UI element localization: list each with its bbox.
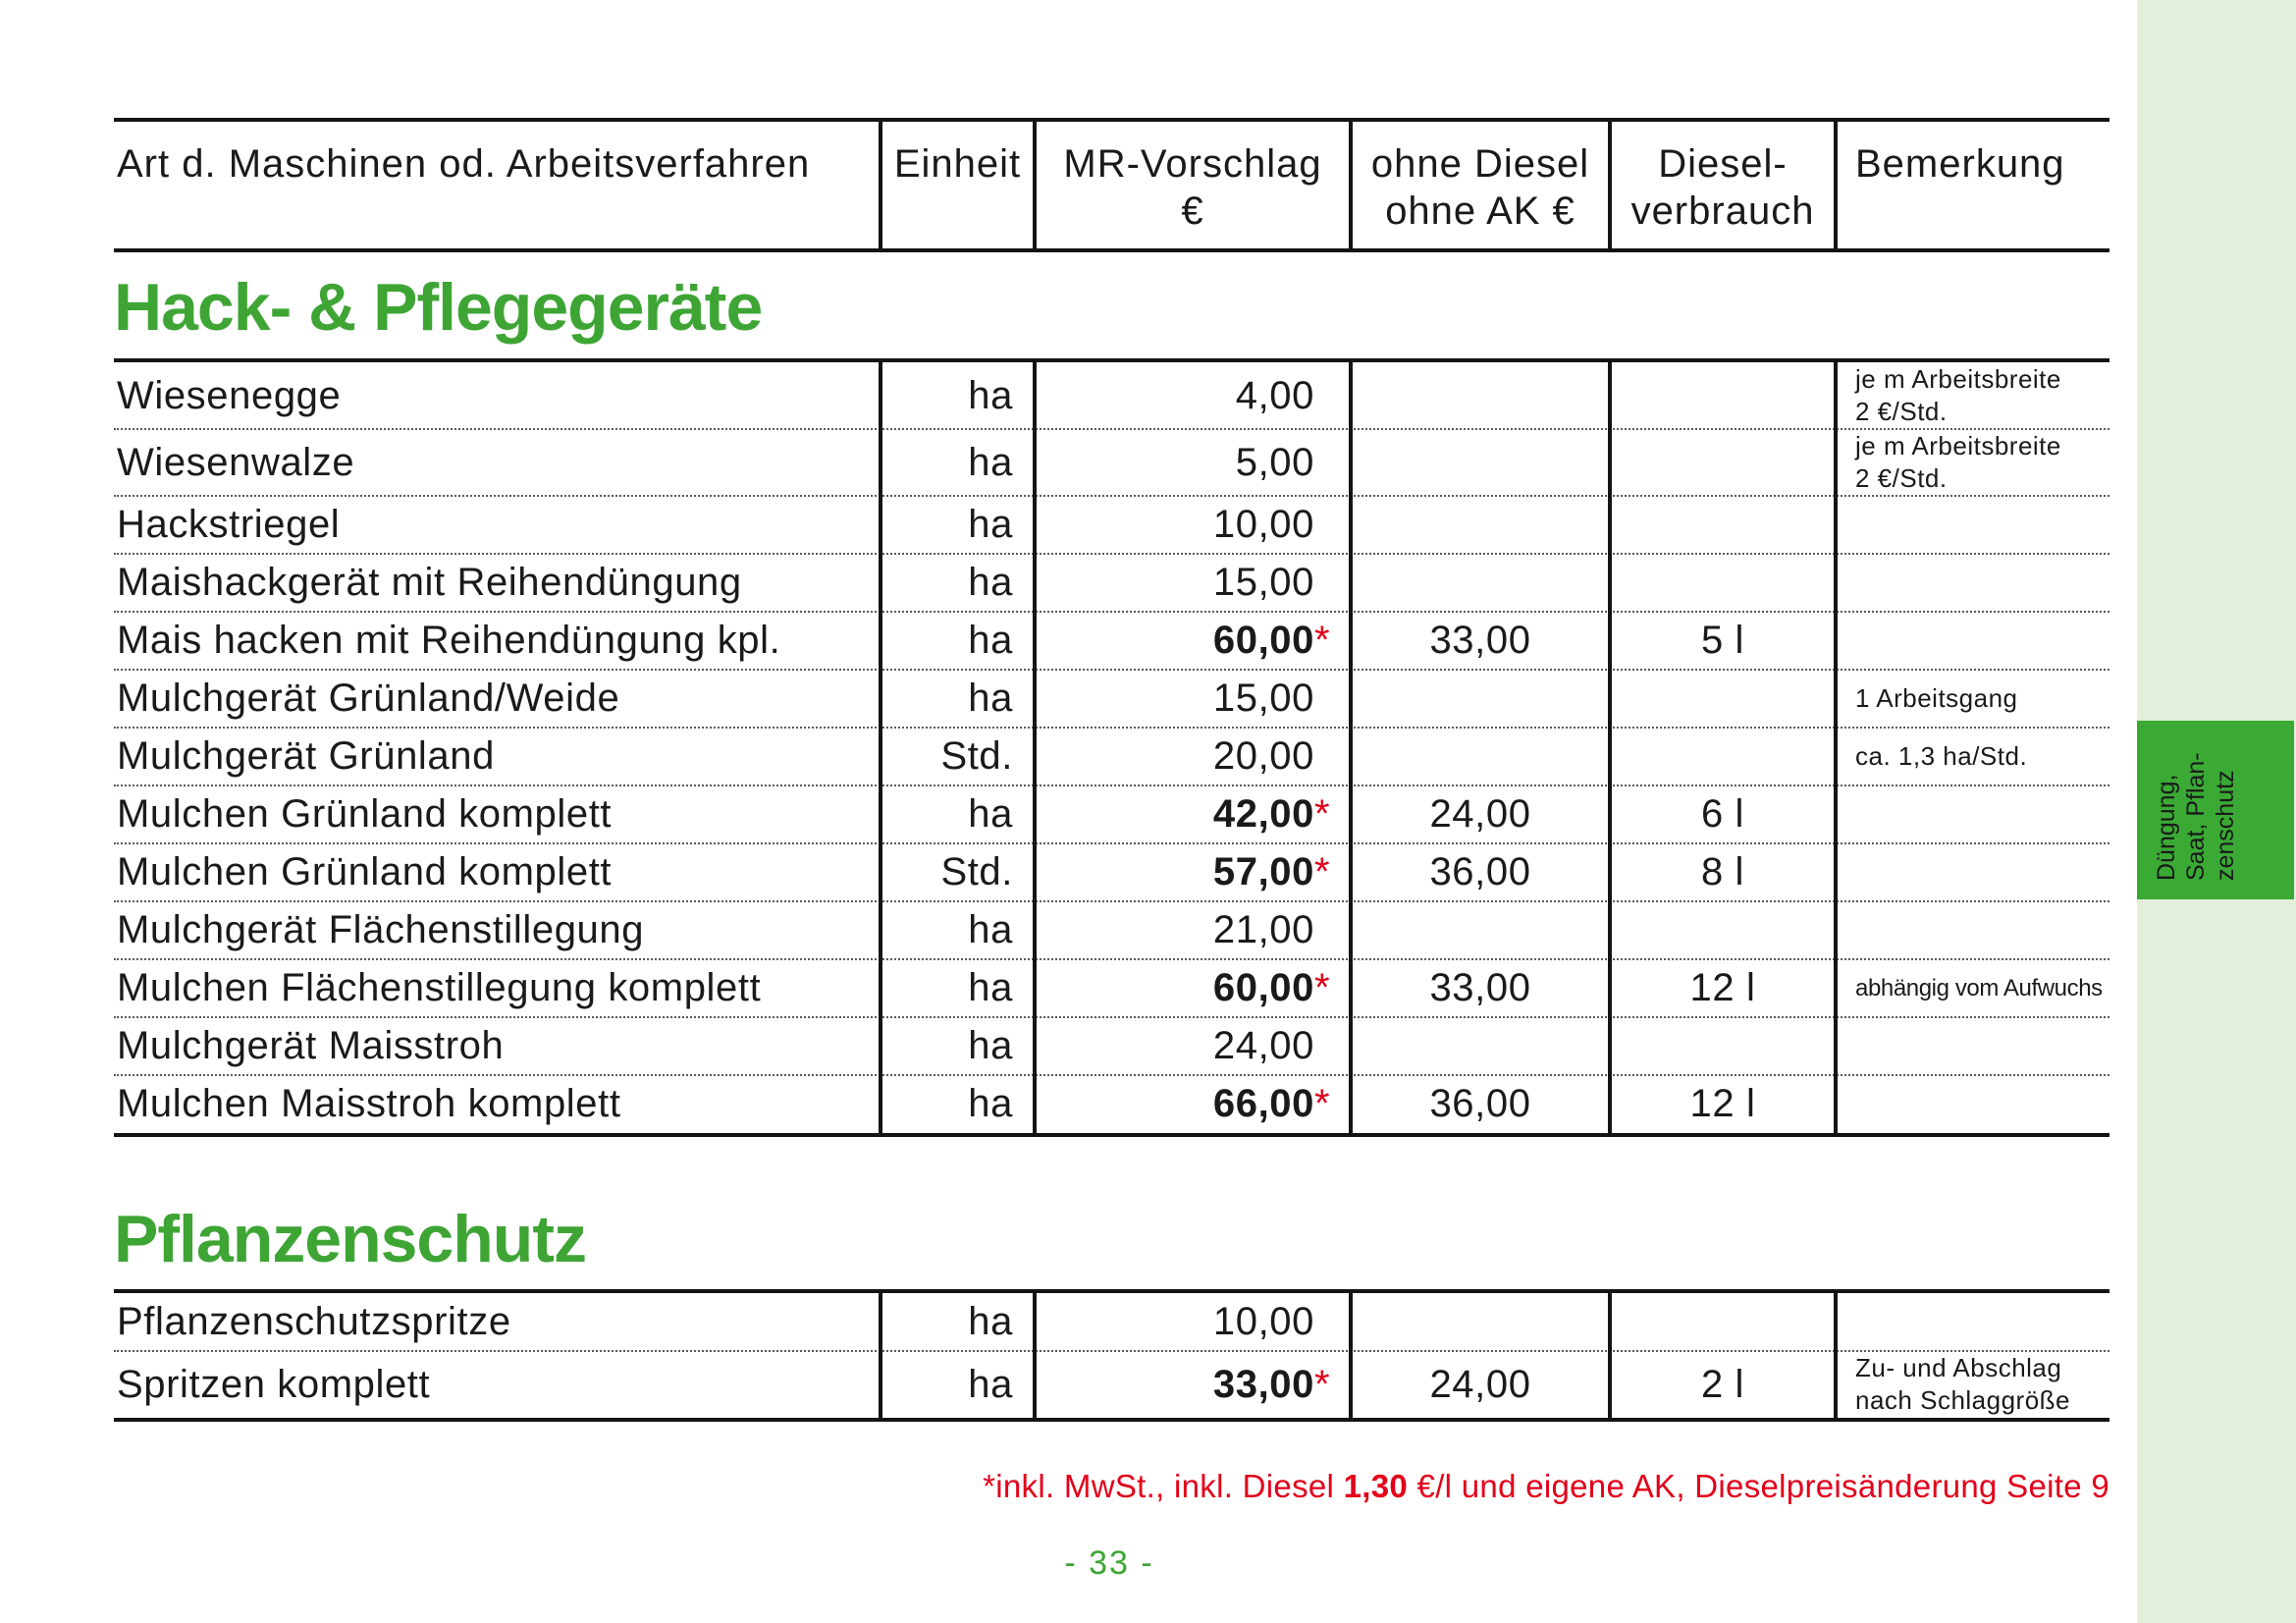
mr-price-value: 60,00 [1212, 619, 1314, 662]
price-without-diesel [1349, 1293, 1608, 1351]
unit: ha [879, 612, 1033, 670]
price-without-diesel [1349, 496, 1608, 554]
price-note-asterisk: * [1314, 1362, 1331, 1406]
mr-price-value: 42,00 [1212, 792, 1314, 836]
machine-name: Mulchen Flächenstillegung komplett [117, 966, 762, 1009]
footnote [983, 1467, 2109, 1506]
mr-price-value: 15,00 [1212, 676, 1314, 720]
remark [1834, 728, 2109, 785]
footnote-text-end: €/l und eigene AK, Dieselpreisänderung Seite 9 [1408, 1468, 2109, 1504]
header-mr-price [1033, 122, 1349, 248]
mr-price-value: 21,00 [1212, 908, 1314, 951]
table-row [114, 1017, 2109, 1075]
diesel-consumption [1608, 670, 1834, 728]
diesel-consumption: 5 l [1608, 612, 1834, 670]
section-title: Hack- & Pflegegeräte [114, 270, 763, 345]
remark [1834, 496, 2109, 554]
header-no-diesel-line1: ohne Diesel [1370, 142, 1590, 186]
remark [1834, 362, 2109, 429]
machine-name: Mulchgerät Grünland [117, 734, 495, 778]
mr-price-value: 66,00 [1212, 1082, 1314, 1125]
footnote-diesel-price: 1,30 [1343, 1468, 1409, 1504]
mr-price-value: 24,00 [1212, 1024, 1314, 1067]
remark-line: je m Arbeitsbreite [1855, 431, 2061, 460]
unit: ha [879, 670, 1033, 728]
chapter-tab-line: Düngung, [2153, 774, 2180, 881]
machine-name: Mulchen Grünland komplett [117, 792, 613, 836]
header-machine [114, 122, 879, 248]
table-header [114, 118, 2109, 252]
remark [1834, 1293, 2109, 1351]
mr-price-value: 57,00 [1212, 850, 1314, 893]
table-row [114, 1075, 2109, 1133]
price-note-asterisk: * [1314, 850, 1331, 893]
remark [1834, 554, 2109, 612]
header-diesel-consumption [1608, 122, 1834, 248]
mr-price-value: 10,00 [1212, 503, 1314, 546]
unit: ha [879, 554, 1033, 612]
price-table-hack-pflege [114, 358, 2109, 1137]
header-unit [879, 122, 1033, 248]
machine-name: Hackstriegel [117, 503, 341, 546]
mr-price [1033, 362, 1349, 429]
remark [1834, 670, 2109, 728]
header-mr-price-currency: € [1181, 189, 1204, 233]
table-row [114, 612, 2109, 670]
price-without-diesel [1349, 362, 1608, 429]
diesel-consumption [1608, 362, 1834, 429]
remark [1834, 901, 2109, 959]
remark [1834, 1351, 2109, 1418]
mr-price-value: 60,00 [1212, 966, 1314, 1009]
diesel-consumption [1608, 429, 1834, 496]
table-row [114, 785, 2109, 843]
table-row [114, 728, 2109, 785]
header-no-diesel-line2: ohne AK € [1385, 189, 1575, 233]
unit: Std. [879, 843, 1033, 901]
diesel-consumption: 12 l [1608, 959, 1834, 1017]
page-number: - 33 - [1064, 1544, 1154, 1582]
machine-name: Mulchgerät Grünland/Weide [117, 676, 620, 720]
machine-name: Mulchgerät Flächenstillegung [117, 908, 645, 951]
footnote-text: *inkl. MwSt., inkl. Diesel [983, 1468, 1344, 1504]
remark [1834, 1075, 2109, 1133]
table-row [114, 843, 2109, 901]
table-row [114, 959, 2109, 1017]
mr-price [1033, 554, 1349, 612]
mr-price [1033, 670, 1349, 728]
table-row [114, 362, 2109, 429]
mr-price [1033, 728, 1349, 785]
remark-line: je m Arbeitsbreite [1855, 364, 2061, 394]
header-diesel-line2: verbrauch [1630, 189, 1815, 233]
remark [1834, 429, 2109, 496]
mr-price-value: 20,00 [1212, 734, 1314, 778]
unit: ha [879, 959, 1033, 1017]
remark-line: Zu- und Abschlag [1855, 1353, 2062, 1382]
mr-price [1033, 1351, 1349, 1418]
remark [1834, 785, 2109, 843]
diesel-consumption [1608, 1293, 1834, 1351]
remark [1834, 843, 2109, 901]
diesel-consumption [1608, 496, 1834, 554]
price-without-diesel: 36,00 [1349, 843, 1608, 901]
header-machine-label: Art d. Maschinen od. Arbeitsverfahren [117, 142, 811, 186]
mr-price [1033, 843, 1349, 901]
unit: ha [879, 1293, 1033, 1351]
mr-price [1033, 429, 1349, 496]
machine-name: Wiesenegge [117, 373, 342, 417]
price-note-asterisk: * [1314, 792, 1331, 836]
price-without-diesel: 33,00 [1349, 612, 1608, 670]
mr-price-value: 33,00 [1212, 1362, 1314, 1406]
diesel-consumption: 12 l [1608, 1075, 1834, 1133]
machine-name: Mulchgerät Maisstroh [117, 1024, 505, 1067]
unit: ha [879, 1075, 1033, 1133]
price-without-diesel [1349, 901, 1608, 959]
header-no-diesel [1349, 122, 1608, 248]
chapter-tab-label [2152, 733, 2240, 881]
diesel-consumption [1608, 1017, 1834, 1075]
price-without-diesel [1349, 728, 1608, 785]
header-unit-label: Einheit [893, 142, 1022, 186]
unit: ha [879, 785, 1033, 843]
machine-name: Pflanzenschutzspritze [117, 1300, 511, 1343]
unit: ha [879, 362, 1033, 429]
price-without-diesel [1349, 554, 1608, 612]
mr-price-value: 10,00 [1212, 1300, 1314, 1343]
remark [1834, 959, 2109, 1017]
mr-price [1033, 1075, 1349, 1133]
machine-name: Maishackgerät mit Reihendüngung [117, 561, 742, 604]
price-without-diesel: 24,00 [1349, 785, 1608, 843]
mr-price-value: 15,00 [1212, 561, 1314, 604]
remark-line: abhängig vom Aufwuchs [1855, 975, 2103, 1001]
unit: ha [879, 429, 1033, 496]
price-note-asterisk: * [1314, 619, 1331, 662]
header-mr-price-label: MR-Vorschlag [1063, 142, 1322, 186]
table-row [114, 901, 2109, 959]
diesel-consumption: 8 l [1608, 843, 1834, 901]
machine-name: Wiesenwalze [117, 440, 355, 484]
remark-line: nach Schlaggröße [1855, 1385, 2071, 1415]
price-without-diesel: 33,00 [1349, 959, 1608, 1017]
mr-price [1033, 901, 1349, 959]
diesel-consumption [1608, 554, 1834, 612]
machine-name: Spritzen komplett [117, 1362, 431, 1406]
table-row [114, 670, 2109, 728]
unit: ha [879, 1017, 1033, 1075]
header-remark [1834, 122, 2109, 248]
table-row [114, 1293, 2109, 1351]
price-without-diesel [1349, 429, 1608, 496]
price-without-diesel [1349, 1017, 1608, 1075]
unit: ha [879, 1351, 1033, 1418]
remark [1834, 1017, 2109, 1075]
mr-price [1033, 959, 1349, 1017]
machine-name: Mulchen Grünland komplett [117, 850, 613, 893]
unit: ha [879, 901, 1033, 959]
chapter-tab-line: Saat, Pflan- [2182, 752, 2210, 881]
unit: ha [879, 496, 1033, 554]
price-without-diesel: 24,00 [1349, 1351, 1608, 1418]
price-note-asterisk: * [1314, 966, 1331, 1009]
price-note-asterisk: * [1314, 1082, 1331, 1125]
unit: Std. [879, 728, 1033, 785]
table-row [114, 496, 2109, 554]
diesel-consumption: 6 l [1608, 785, 1834, 843]
diesel-consumption [1608, 728, 1834, 785]
machine-name: Mais hacken mit Reihendüngung kpl. [117, 619, 781, 662]
diesel-consumption: 2 l [1608, 1351, 1834, 1418]
mr-price [1033, 785, 1349, 843]
mr-price-value: 5,00 [1235, 440, 1314, 484]
mr-price [1033, 1293, 1349, 1351]
table-row [114, 429, 2109, 496]
price-without-diesel: 36,00 [1349, 1075, 1608, 1133]
remark-line: 2 €/Std. [1855, 463, 1948, 493]
header-diesel-line1: Diesel- [1658, 142, 1788, 186]
remark-line: 1 Arbeitsgang [1855, 683, 2018, 713]
mr-price-value: 4,00 [1235, 373, 1314, 417]
remark-line: ca. 1,3 ha/Std. [1855, 741, 2028, 771]
remark-line: 2 €/Std. [1855, 397, 1948, 426]
mr-price [1033, 496, 1349, 554]
table-row [114, 554, 2109, 612]
table-row [114, 1351, 2109, 1418]
section-title: Pflanzenschutz [114, 1202, 586, 1276]
diesel-consumption [1608, 901, 1834, 959]
header-remark-label: Bemerkung [1855, 142, 2065, 186]
mr-price [1033, 612, 1349, 670]
machine-name: Mulchen Maisstroh komplett [117, 1082, 621, 1125]
price-without-diesel [1349, 670, 1608, 728]
price-table-pflanzenschutz [114, 1289, 2109, 1422]
mr-price [1033, 1017, 1349, 1075]
remark [1834, 612, 2109, 670]
chapter-tab-line: zenschutz [2212, 770, 2239, 881]
